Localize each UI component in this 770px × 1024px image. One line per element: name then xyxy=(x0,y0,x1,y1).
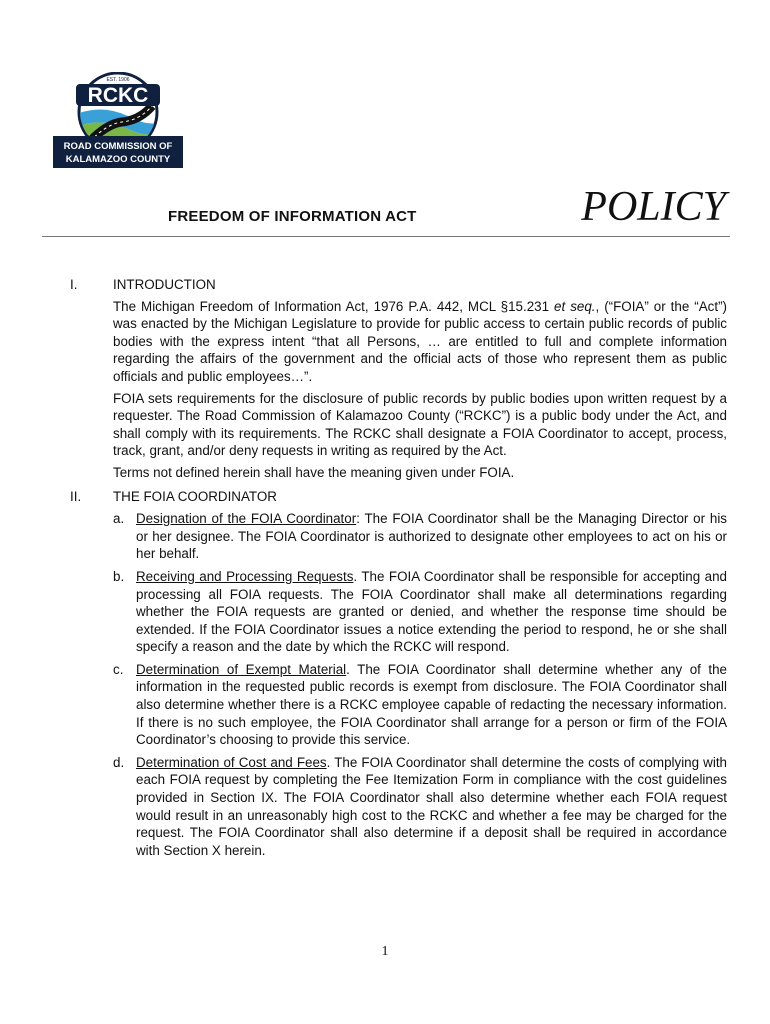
item-heading: Determination of Cost and Fees xyxy=(136,754,327,770)
item-body: . The FOIA Coordinator shall determine whether any of the information in the requested public records is exempt from disclosure. The FOIA Coordinator shall also determine whether there is a RCKC employee capable of redacting the necessary information. If there is no such employee, the FOIA Coordinator shall arrange for a person or firm of the FOIA Coordinator’s choosing to provide this service. xyxy=(136,661,728,748)
rckc-logo-graphic xyxy=(52,72,184,168)
section-heading-foia-coordinator xyxy=(70,488,727,506)
item-text xyxy=(136,661,727,749)
item-letter: d. xyxy=(113,754,125,770)
logo-established: EST. 1906 xyxy=(106,77,130,83)
page-number: 1 xyxy=(381,944,389,959)
list-item xyxy=(113,510,727,563)
list-item xyxy=(113,661,727,749)
item-letter: a. xyxy=(113,511,125,527)
section-number: II. xyxy=(70,488,82,504)
item-body: : The FOIA Coordinator shall be the Managing Director or his or her designee. The FOIA Coordinator is authorized to designate other employees to act on his or her behalf. xyxy=(136,511,727,562)
item-heading: Designation of the FOIA Coordinator xyxy=(136,511,357,527)
section-heading-introduction xyxy=(70,276,727,294)
document-title: FREEDOM OF INFORMATION ACT xyxy=(168,208,417,225)
section-title: INTRODUCTION xyxy=(113,277,216,292)
intro-paragraph-1-emphasis: et seq. xyxy=(554,298,596,314)
logo-abbreviation: RCKC xyxy=(87,84,149,107)
logo-line-2: KALAMAZOO COUNTY xyxy=(65,154,171,165)
list-item xyxy=(113,754,727,860)
intro-paragraph-2: FOIA sets requirements for the disclosure of public records by public bodies upon written request by a requester. The Road Commission of Kalamazoo County (“RCKC”) is a public body under the Act, and shall comply with its requirements. The RCKC shall designate a FOIA Coordinator to accept, process, track, grant, and/or deny requests in writing as required by the Act. xyxy=(113,390,727,459)
item-body: . The FOIA Coordinator shall be responsible for accepting and processing all FOIA requests. The FOIA Coordinator shall make all determinations regarding whether the FOIA requests are granted or denied, and whether the response time should be extended. If the FOIA Coordinator issues a notice extending the period to respond, he or she shall specify a reason and the date by which the RCKC will respond. xyxy=(136,568,727,655)
logo-line-1: ROAD COMMISSION OF xyxy=(63,141,173,152)
item-heading: Determination of Exempt Material xyxy=(136,661,347,677)
item-letter: b. xyxy=(113,568,125,584)
item-letter: c. xyxy=(113,661,124,677)
policy-label: POLICY xyxy=(581,184,726,230)
section-number: I. xyxy=(70,277,78,292)
policy-header xyxy=(42,186,730,237)
item-heading: Receiving and Processing Requests xyxy=(136,568,354,584)
item-text xyxy=(136,510,727,563)
item-text xyxy=(136,754,727,860)
intro-paragraph-3: Terms not defined herein shall have the meaning given under FOIA. xyxy=(113,464,515,480)
intro-paragraph-1-part-b: , (“FOIA” or the “Act”) was enacted by the Michigan Legislature to provide for public access to certain public records of public bodies with the express intent “that all Persons, … are entitled to full and complete information regarding the affairs of the government and the official acts of those who represent them as public officials and public employees…”. xyxy=(113,298,727,384)
item-body: . The FOIA Coordinator shall determine the costs of complying with each FOIA request by completing the Fee Itemization Form in compliance with the cost guidelines provided in Section IX. The FOIA Coordinator shall also determine whether each FOIA request would result in an unreasonably high cost to the RCKC and whether a fee may be charged for the request. The FOIA Coordinator shall also determine if a deposit shall be required in accordance with Section X herein. xyxy=(136,754,727,858)
item-text xyxy=(136,568,727,656)
list-item xyxy=(113,568,727,656)
rckc-logo xyxy=(52,72,184,168)
document-body xyxy=(70,270,727,859)
section-title: THE FOIA COORDINATOR xyxy=(113,488,277,504)
intro-paragraph-1 xyxy=(113,298,727,386)
intro-paragraph-1-part-a: The Michigan Freedom of Information Act, 1976 P.A. 442, MCL §15.231 xyxy=(113,298,555,314)
